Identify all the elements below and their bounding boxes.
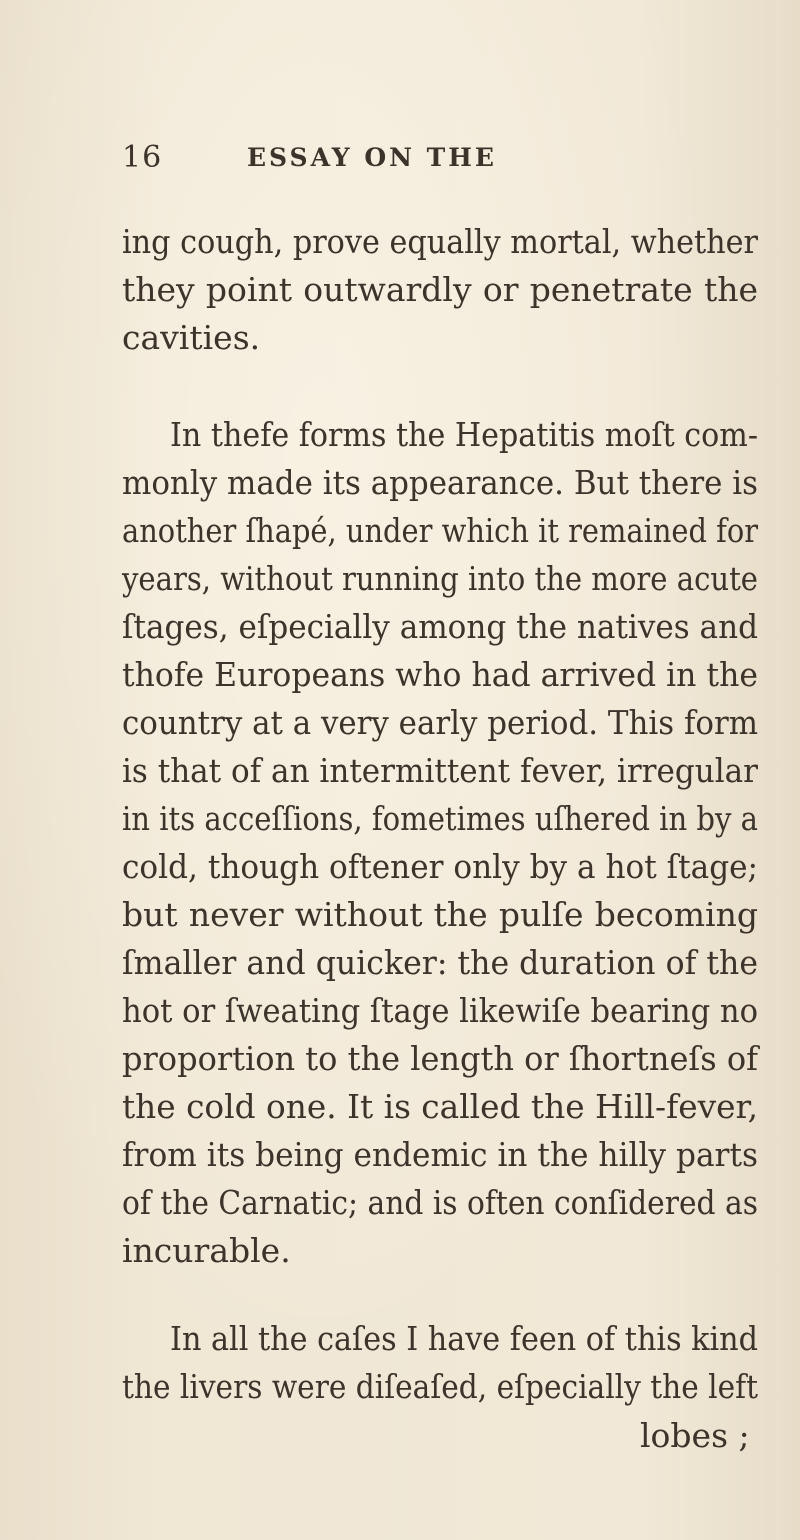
catchword: lobes ;	[640, 1416, 750, 1455]
page-number: 16	[122, 140, 163, 175]
text-line: they point outwardly or penetrate the	[122, 270, 758, 309]
text-line: cavities.	[122, 318, 261, 357]
text-line: the livers were diſeaſed, eſpecially the left	[122, 1367, 759, 1406]
running-head: ESSAY ON THE	[247, 143, 497, 172]
text-line: monly made its appearance. But there is	[122, 463, 759, 502]
text-line: the cold one. It is called the Hill-fever,	[122, 1087, 758, 1126]
text-line: ing cough, prove equally mortal, whether	[122, 222, 759, 261]
text-line: proportion to the length or ſhortneſs of	[122, 1039, 758, 1078]
text-line: thofe Europeans who had arrived in the	[122, 655, 758, 694]
text-line: cold, though oftener only by a hot ſtage;	[122, 847, 759, 886]
text-line: but never without the pulſe becoming	[122, 895, 758, 934]
text-line: In thefe forms the Hepatitis moſt com-	[170, 415, 759, 454]
text-line: years, without running into the more acute	[122, 559, 758, 598]
page-header	[122, 140, 612, 180]
text-line: ſtages, eſpecially among the natives and	[122, 607, 758, 646]
text-line: ſmaller and quicker: the duration of the	[122, 943, 759, 982]
text-line: In all the caſes I have feen of this kind	[170, 1319, 758, 1358]
text-line: hot or ſweating ſtage likewiſe bearing no	[122, 991, 759, 1030]
text-line: country at a very early period. This form	[122, 703, 759, 742]
text-line: incurable.	[122, 1231, 291, 1270]
text-line: another ſhapé, under which it remained for	[122, 511, 759, 550]
text-line: is that of an intermittent fever, irregular	[122, 751, 759, 790]
text-line: from its being endemic in the hilly parts	[122, 1135, 758, 1174]
text-line: in its acceſſions, fometimes uſhered in by a	[122, 799, 759, 838]
text-line: of the Carnatic; and is often conſidered as	[122, 1183, 758, 1222]
